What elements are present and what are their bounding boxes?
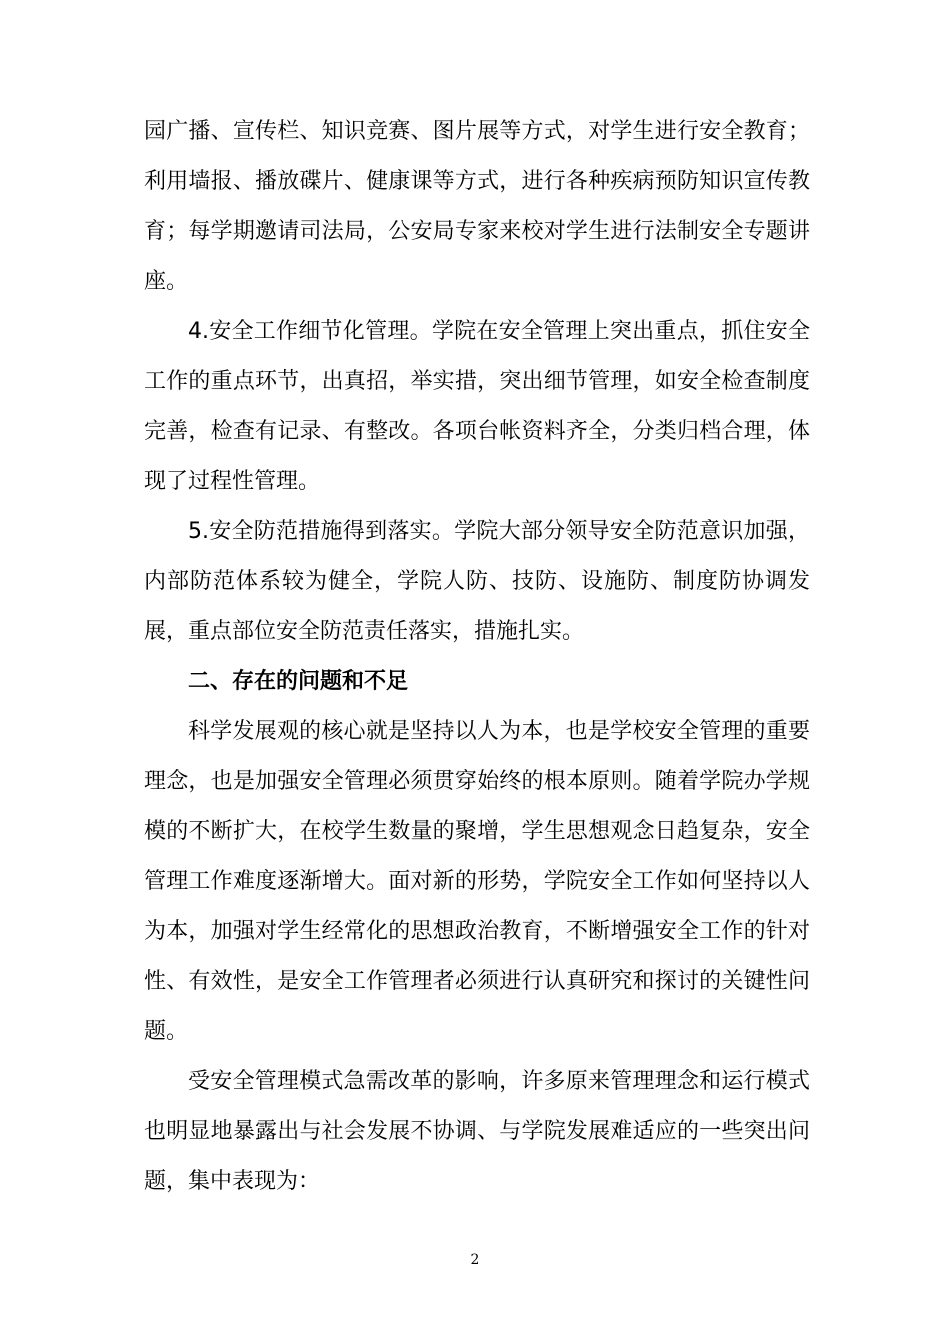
paragraph-item-5: 5.安全防范措施得到落实。学院大部分领导安全防范意识加强，内部防范体系较为健全，学院人防、技防、设施防、制度防协调发展，重点部位安全防范责任落实，措施扎实。 [144,519,810,644]
paragraph-problems-summary: 受安全管理模式急需改革的影响，许多原来管理理念和运行模式也明显地暴露出与社会发展不协调、与学院发展难适应的一些突出问题，集中表现为： [144,1069,810,1194]
section-heading: 二、存在的问题和不足 [188,669,409,694]
body-text [144,107,810,1207]
page-number: 2 [470,1252,480,1268]
paragraph-continuation: 园广播、宣传栏、知识竞赛、图片展等方式，对学生进行安全教育；利用墙报、播放碟片、健康课等方式，进行各种疾病预防知识宣传教育；每学期邀请司法局，公安局专家来校对学生进行法制安全专题讲座。 [144,119,810,294]
paragraph-item-4: 4.安全工作细节化管理。学院在安全管理上突出重点，抓住安全工作的重点环节，出真招，举实措，突出细节管理，如安全检查制度完善，检查有记录、有整改。各项台帐资料齐全，分类归档合理，体现了过程性管理。 [144,319,810,494]
paragraph-problems-intro: 科学发展观的核心就是坚持以人为本，也是学校安全管理的重要理念，也是加强安全管理必须贯穿始终的根本原则。随着学院办学规模的不断扩大，在校学生数量的聚增，学生思想观念日趋复杂，安全管理工作难度逐渐增大。面对新的形势，学院安全工作如何坚持以人为本，加强对学生经常化的思想政治教育，不断增强安全工作的针对性、有效性，是安全工作管理者必须进行认真研究和探讨的关键性问题。 [144,719,810,1044]
